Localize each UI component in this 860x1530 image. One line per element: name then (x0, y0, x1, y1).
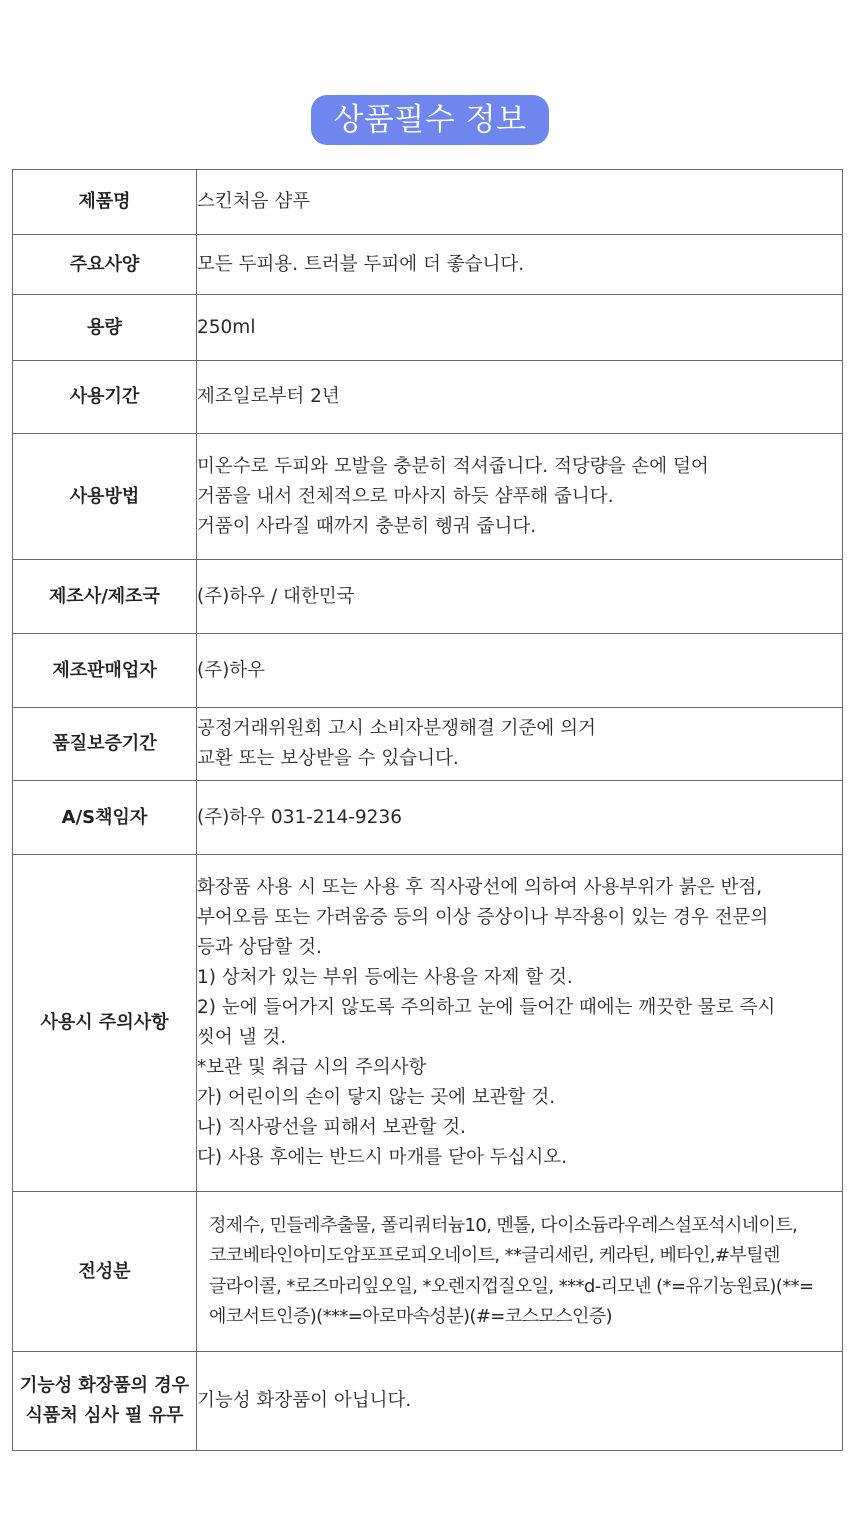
text-line: 에코서트인증)(***=아로마속성분)(#=코스모스인증) (209, 1306, 612, 1327)
table-row (13, 708, 843, 781)
text-line: 품질보증기간 (52, 733, 157, 754)
text-line: 모든 두피용. 트러블 두피에 더 좋습니다. (197, 253, 525, 275)
row-label (13, 855, 197, 1192)
table-row (13, 1192, 843, 1352)
row-label (13, 781, 197, 855)
row-value (197, 361, 843, 434)
row-label (13, 434, 197, 560)
text-line: 주요사양 (69, 253, 140, 275)
row-value (197, 560, 843, 634)
row-label (13, 170, 197, 235)
text-line: 기능성 화장품의 경우 (19, 1375, 190, 1396)
text-line: A/S책임자 (61, 806, 148, 828)
row-label (13, 708, 197, 781)
text-line: 씻어 낼 것. (197, 1027, 287, 1048)
text-line: 나) 직사광선을 피해서 보관할 것. (197, 1117, 466, 1138)
row-label (13, 1352, 197, 1451)
text-line: 코코베타인아미도암포프로피오네이트, **글리세린, 케라틴, 베타인,#부틸렌 (209, 1245, 780, 1266)
text-line: 정제수, 민들레추출물, 폴리쿼터늄10, 멘톨, 다이소듐라우레스설포석시네이트, (209, 1214, 798, 1236)
text-line: 제조판매업자 (52, 659, 157, 681)
row-value (197, 170, 843, 235)
text-line: 제조사/제조국 (49, 585, 160, 607)
text-line: 화장품 사용 시 또는 사용 후 직사광선에 의하여 사용부위가 붉은 반점, (197, 877, 763, 898)
row-label (13, 1192, 197, 1352)
row-label (13, 560, 197, 634)
text-line: 사용방법 (69, 485, 140, 507)
table-row (13, 434, 843, 560)
table-row (13, 634, 843, 708)
row-label (13, 634, 197, 708)
title-wrap (0, 95, 860, 145)
row-value (197, 295, 843, 361)
section-title: 상품필수 정보 (311, 95, 548, 145)
text-line: 다) 사용 후에는 반드시 마개를 닫아 두십시오. (197, 1147, 568, 1168)
text-line: 사용기간 (69, 386, 140, 407)
text-line: 부어오름 또는 가려움증 등의 이상 증상이나 부작용이 있는 경우 전문의 (197, 907, 769, 928)
text-line: 거품이 사라질 때까지 충분히 헹궈 줍니다. (197, 515, 537, 537)
product-info-table (12, 169, 843, 1451)
row-label (13, 361, 197, 434)
row-label (13, 235, 197, 295)
table-row (13, 560, 843, 634)
text-line: 2) 눈에 들어가지 않도록 주의하고 눈에 들어간 때에는 깨끗한 물로 즉시 (197, 997, 776, 1018)
row-value (197, 708, 843, 781)
text-line: 250ml (197, 316, 256, 338)
table-row (13, 295, 843, 361)
row-value (197, 235, 843, 295)
text-line: *보관 및 취급 시의 주의사항 (197, 1057, 427, 1078)
text-line: 교환 또는 보상받을 수 있습니다. (197, 748, 459, 769)
text-line: 제품명 (78, 191, 131, 212)
table-row (13, 170, 843, 235)
table-row (13, 361, 843, 434)
row-value (197, 1192, 843, 1352)
text-line: 가) 어린이의 손이 닿지 않는 곳에 보관할 것. (197, 1087, 556, 1108)
row-label (13, 295, 197, 361)
row-value (197, 781, 843, 855)
text-line: 기능성 화장품이 아닙니다. (197, 1390, 412, 1411)
table-row (13, 781, 843, 855)
text-line: (주)하우 031-214-9236 (197, 806, 402, 828)
text-line: 스킨처음 샴푸 (197, 191, 311, 212)
table-row (13, 235, 843, 295)
text-line: (주)하우 (197, 659, 266, 681)
row-value (197, 634, 843, 708)
text-line: 전성분 (78, 1260, 131, 1282)
row-value (197, 1352, 843, 1451)
text-line: 공정거래위원회 고시 소비자분쟁해결 기준에 의거 (197, 718, 596, 739)
text-line: 식품처 심사 필 유무 (25, 1405, 184, 1426)
text-line: (주)하우 / 대한민국 (197, 585, 355, 607)
text-line: 글라이콜, *로즈마리잎오일, *오렌지껍질오일, ***d-리모넨 (*=유기농원료)(**= (209, 1275, 814, 1297)
row-value (197, 855, 843, 1192)
table-row (13, 855, 843, 1192)
text-line: 등과 상담할 것. (197, 937, 322, 958)
text-line: 사용시 주의사항 (40, 1012, 169, 1033)
text-line: 용량 (87, 316, 122, 338)
text-line: 거품을 내서 전체적으로 마사지 하듯 샴푸해 줍니다. (197, 485, 614, 507)
row-value (197, 434, 843, 560)
text-line: 1) 상처가 있는 부위 등에는 사용을 자제 할 것. (197, 967, 573, 988)
text-line: 미온수로 두피와 모발을 충분히 적셔줍니다. 적당량을 손에 덜어 (197, 455, 709, 477)
table-row (13, 1352, 843, 1451)
text-line: 제조일로부터 2년 (197, 386, 340, 407)
